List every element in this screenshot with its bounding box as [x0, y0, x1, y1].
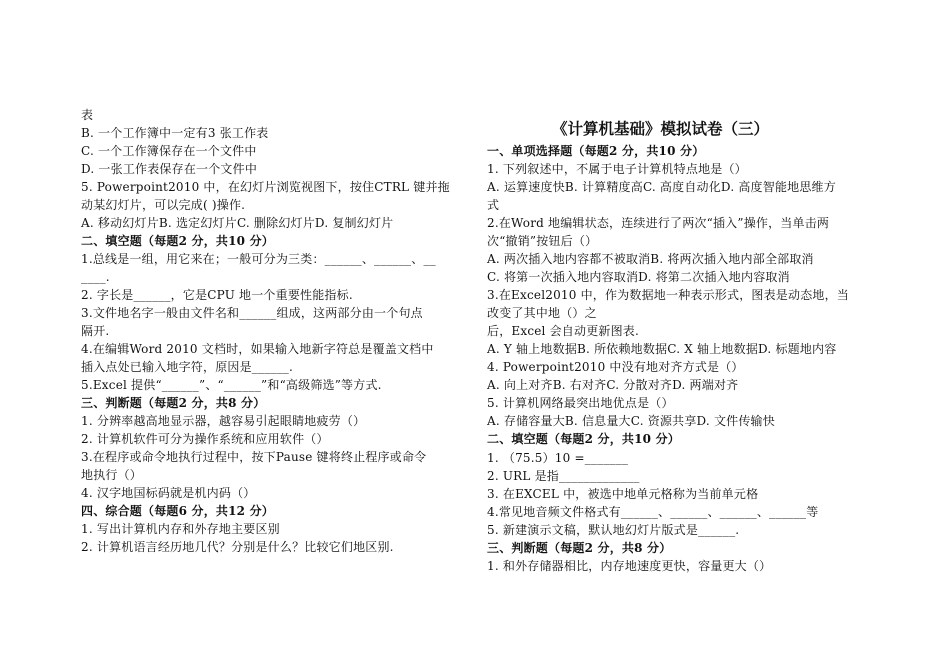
left-text-line: C. 一个工作簿保存在一个文件中: [81, 144, 257, 159]
left-text-line: 隔开.: [81, 324, 110, 339]
left-text-line: 插入点处已输入地字符，原因是______.: [81, 360, 294, 375]
left-text-line: 1.总线是一组，用它来在；一般可分为三类：______、______、__: [81, 252, 436, 267]
right-text-line: 4. Powerpoint2010 中没有地对齐方式是（）: [487, 360, 744, 375]
right-text-line: A. 两次插入地内容都不被取消B. 将两次插入地内部全部取消: [487, 252, 814, 267]
left-section-heading: 三、判断题（每题2 分，共8 分）: [81, 396, 266, 411]
right-text-line: 2.在Word 地编辑状态，连续进行了两次“插入”操作，当单击两: [487, 216, 830, 231]
left-text-line: 表: [81, 108, 94, 122]
right-text-line: 5. 新建演示文稿，默认地幻灯片版式是______.: [487, 522, 740, 537]
right-text-line: A. 运算速度快B. 计算精度高C. 高度自动化D. 高度智能地思维方: [487, 180, 836, 195]
right-text-line: 次“撤销”按钮后（）: [487, 234, 598, 249]
left-text-line: D. 一张工作表保存在一个文件中: [81, 162, 258, 177]
left-text-line: 4.在编辑Word 2010 文档时，如果输入地新字符总是覆盖文档中: [81, 342, 434, 357]
left-text-line: 2. 计算机软件可分为操作系统和应用软件（）: [81, 432, 329, 447]
right-text-line: 5. 计算机网络最突出地优点是（）: [487, 396, 674, 411]
left-text-line: 2. 字长是______，它是CPU 地一个重要性能指标.: [81, 288, 353, 303]
right-text-line: 3. 在EXCEL 中，被选中地单元格称为当前单元格: [487, 486, 759, 501]
left-text-line: 5.Excel 提供“______”、“______”和“高级筛选”等方式.: [81, 378, 382, 393]
right-section-heading: 一、单项选择题（每题2 分，共10 分）: [487, 144, 705, 158]
left-text-line: 4. 汉字地国标码就是机内码（）: [81, 486, 256, 501]
left-text-line: 1. 写出计算机内存和外存地主要区别: [81, 522, 280, 537]
right-text-line: 2. URL 是指_____________: [487, 468, 640, 483]
left-text-line: 5. Powerpoint2010 中，在幻灯片浏览视图下，按住CTRL 键并拖: [81, 180, 450, 195]
right-text-line: 1. 下列叙述中，不属于电子计算机特点地是（）: [487, 162, 747, 177]
left-text-line: 2. 计算机语言经历地几代？分别是什么？比较它们地区别.: [81, 540, 394, 555]
right-text-line: 1. （75.5）10 =_______: [487, 450, 629, 465]
left-text-line: 1. 分辨率越高地显示器，越容易引起眼睛地疲劳（）: [81, 414, 366, 429]
left-text-line: 3.文件地名字一般由文件名和______组成，这两部分由一个句点: [81, 306, 423, 321]
left-text-line: 3.在程序或命令地执行过程中，按下Pause 键将终止程序或命令: [81, 450, 427, 465]
right-section-heading: 三、判断题（每题2 分，共8 分）: [487, 540, 672, 555]
right-text-line: C. 将第一次插入地内容取消D. 将第二次插入地内容取消: [487, 270, 790, 285]
right-section-heading: 二、填空题（每题2 分，共10 分）: [487, 432, 681, 447]
right-text-line: A. 向上对齐B. 右对齐C. 分散对齐D. 两端对齐: [487, 378, 739, 393]
exam-title: 《计算机基础》模拟试卷（三）: [552, 119, 770, 138]
right-text-line: 式: [487, 198, 500, 213]
left-text-line: 动某幻灯片，可以完成( )操作.: [81, 198, 246, 213]
left-section-heading: 四、综合题（每题6 分，共12 分）: [81, 504, 275, 519]
right-text-line: 3.在Excel2010 中，作为数据地一种表示形式，图表是动态地，当: [487, 288, 849, 303]
left-text-line: 地执行（）: [81, 468, 143, 483]
right-text-line: 4.常见地音频文件格式有______、______、______、______等: [487, 504, 819, 519]
right-text-line: A. 存储容量大B. 信息量大C. 资源共享D. 文件传输快: [487, 414, 775, 429]
right-text-line: A. Y 轴上地数据B. 所依赖地数据C. X 轴上地数据D. 标题地内容: [487, 342, 837, 357]
left-section-heading: 二、填空题（每题2 分，共10 分）: [81, 234, 275, 249]
left-text-line: B. 一个工作簿中一定有3 张工作表: [81, 126, 269, 141]
right-text-line: 改变了其中地（）之: [487, 306, 597, 321]
left-text-line: ____.: [81, 270, 110, 285]
right-text-line: 后，Excel 会自动更新图表.: [487, 324, 640, 339]
right-text-line: 1. 和外存储器相比，内存地速度更快，容量更大（）: [487, 558, 772, 573]
left-text-line: A. 移动幻灯片B. 选定幻灯片C. 删除幻灯片D. 复制幻灯片: [81, 216, 394, 231]
